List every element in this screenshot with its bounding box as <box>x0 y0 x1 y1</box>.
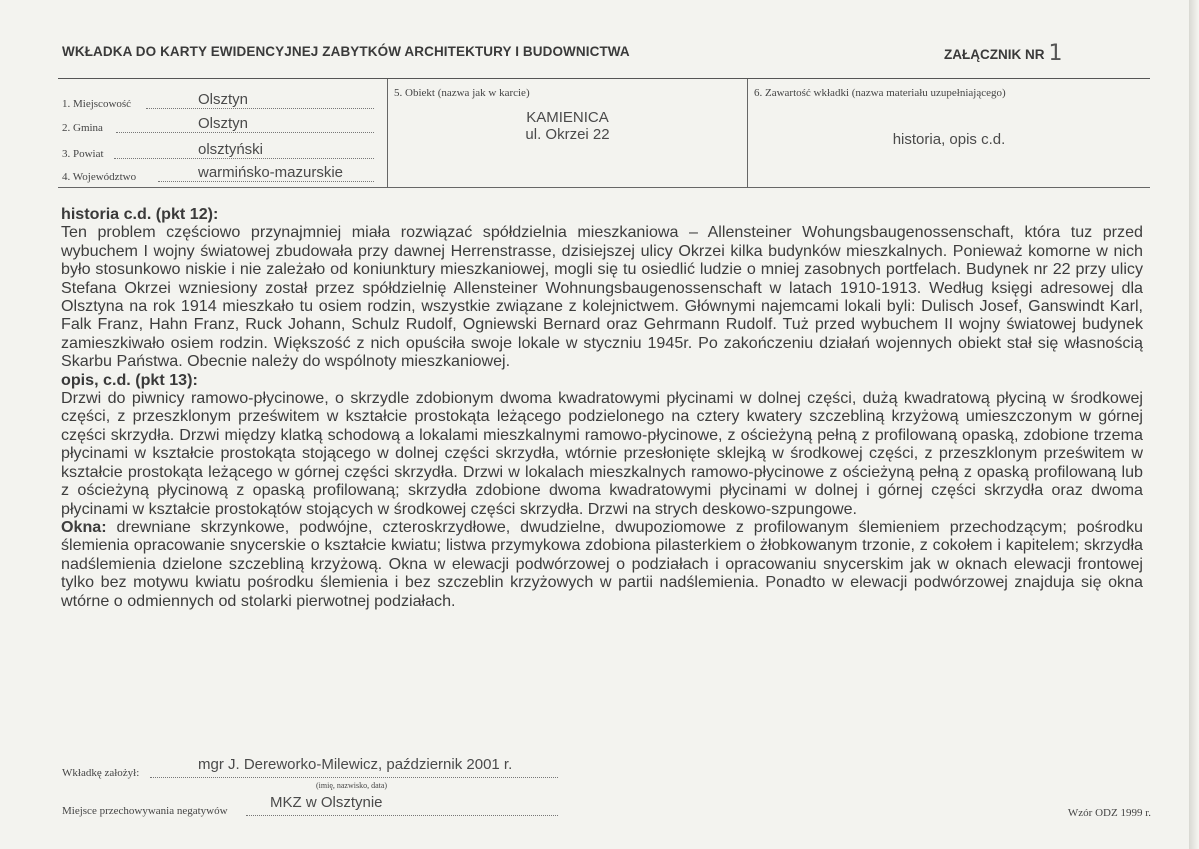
annex-number <box>944 40 1063 65</box>
description-heading: opis, c.d. (pkt 13): <box>61 370 198 389</box>
contents-label: 6. Zawartość wkładki (nazwa materiału uzupełniającego) <box>754 87 1006 99</box>
history-heading: historia c.d. (pkt 12): <box>61 205 219 223</box>
dotted-line <box>116 132 374 133</box>
dotted-line <box>158 181 374 182</box>
paper-edge <box>1189 0 1199 849</box>
windows-text: drewniane skrzynkowe, podwójne, czteroskrzydłowe, dwudzielne, dwupoziomowe z profilowanym ślemieniem przechodzącym; pośrodku ślemienia opracowanie snycerskie o kształcie kwiatu; listwa przymykowa zdobiona pilasterkiem o żłobkowanym trzonie, z cokołem i kapitelem; skrzydła nadślemienia dzielone szczebliną krzyżową. Okna w elewacji podwórzowej o podziałach i opracowaniu snycerskim jak w oknach elewacji frontowej tylko bez motywu kwiatu pośrodku ślemienia i bez szczeblin krzyżowych w partii nadślemienia. Ponadto w elewacji podwórzowej znajduja się okna wtórne o odmiennych od stolarki pierwotnej podziałach. <box>61 517 1143 610</box>
annex-label: ZAŁĄCZNIK NR <box>944 47 1045 62</box>
form-code: Wzór ODZ 1999 r. <box>1067 807 1151 819</box>
dotted-line <box>114 158 374 159</box>
annex-number-value: 1 <box>1048 41 1063 66</box>
wojewodztwo-label: 4. Województwo <box>62 171 137 183</box>
windows-label: Okna: <box>61 517 107 536</box>
dotted-line <box>246 815 558 816</box>
windows-paragraph <box>61 518 1143 610</box>
history-paragraph: Ten problem częściowo przynajmniej miała rozwiązać spółdzielnia mieszkaniowa – Allensteiner Wohungsbaugenossenschaft, która tuz przed wybuchem I wojny światowej zbudowała przy dawnej Herrenstrasse, dzisiejszej ulicy Okrzei kilka budynków mieszkalnych. Ponieważ komorne w nich było stosunkowo niskie i nie zależało od koniunktury mieszkaniowej, mogli się tu osiedlić ludzie o mniej zasobnych portfelach. Budynek nr 22 przy ulicy Stefana Okrzei wzniesiony został przez spółdzielnię Allensteiner Wohnungsbaugenossenschaft w latach 1910-1913. Według księgi adresowej dla Olsztyna na rok 1914 mieszkało tu osiem rodzin, wszystkie związane z kolejnictwem. Głównymi najemcami lokali byli: Dulisch Josef, Ganswindt Karl, Falk Franz, Hahn Franz, Ruck Johann, Schulz Rudolf, Ogniewski Bernard oraz Gehrmann Rudolf. Tuż przed wybuchem II wojny światowej budynek zamieszkiwało osiem rodzin. Większość z nich opuściła swoje lokale w styczniu 1945r. Po zakończeniu działań wojennych obiekt stał się własnością Skarbu Państwa. Obecnie należy do wspólnoty mieszkaniowej. <box>61 223 1143 371</box>
miejscowosc-label: 1. Miejscowość <box>62 98 132 110</box>
author-value: mgr J. Dereworko-Milewicz, październik 2001 r. <box>198 756 513 773</box>
author-label: Wkładkę założył: <box>62 767 140 779</box>
object-label: 5. Obiekt (nazwa jak w karcie) <box>394 87 530 99</box>
dotted-line <box>146 108 374 109</box>
author-hint: (imię, nazwisko, data) <box>316 781 388 790</box>
storage-value: MKZ w Olsztynie <box>270 794 383 811</box>
identification-box <box>58 78 1150 188</box>
field-gmina <box>62 116 380 136</box>
miejscowosc-value: Olsztyn <box>198 91 249 108</box>
powiat-value: olsztyński <box>198 141 264 158</box>
field-powiat <box>62 142 380 162</box>
storage-label: Miejsce przechowywania negatywów <box>62 805 228 817</box>
description-paragraph: Drzwi do piwnicy ramowo-płycinowe, o skrzydle zdobionym dwoma kwadratowymi płycinami w dolnej części, dużą kwadratową płyciną w środkowej części, z przeszklonym prześwitem w kształcie prostokąta leżącego podzielonego na cztery kwatery szczebliną krzyżową umieszczonym w górnej części skrzydła. Drzwi między klatką schodową a lokalami mieszkalnymi ramowo-płycinowe, z ościeżyną pełną z profilowaną opaską, zdobione trzema płycinami w kształcie prostokąta stojącego w dolnej części skrzydła, wtórnie przesłonięte sklejką w środkowej części, z przeszklonym prześwitem w kształcie prostokąta leżącego w górnej części skrzydła. Drzwi w lokalach mieszkalnych ramowo-płycinowe z ościeżyną pełną z opaską profilowaną lub z ościeżyną płycinową z opaską profilowaną; skrzydła zdobione dwoma kwadratowymi płycinami w dolnej i górnej części skrzydła oraz dwoma płycinami w kształcie prostokątów stojących w środkowej części skrzydła. Drzwi na strych deskowo-szpungowe. <box>61 389 1143 518</box>
gmina-label: 2. Gmina <box>62 122 103 134</box>
document-title: WKŁADKA DO KARTY EWIDENCYJNEJ ZABYTKÓW ARCHITEKTURY I BUDOWNICTWA <box>62 44 630 59</box>
wojewodztwo-value: warmińsko-mazurskie <box>198 164 344 181</box>
field-miejscowosc <box>62 92 380 112</box>
gmina-value: Olsztyn <box>198 115 249 132</box>
dotted-line <box>150 777 558 778</box>
field-wojewodztwo <box>62 165 380 185</box>
object-address: ul. Okrzei 22 <box>525 126 610 143</box>
document-body <box>61 205 1143 610</box>
object-value <box>388 109 747 143</box>
powiat-label: 3. Powiat <box>62 148 104 160</box>
object-name: KAMIENICA <box>526 109 609 126</box>
contents-value: historia, opis c.d. <box>892 131 1006 148</box>
